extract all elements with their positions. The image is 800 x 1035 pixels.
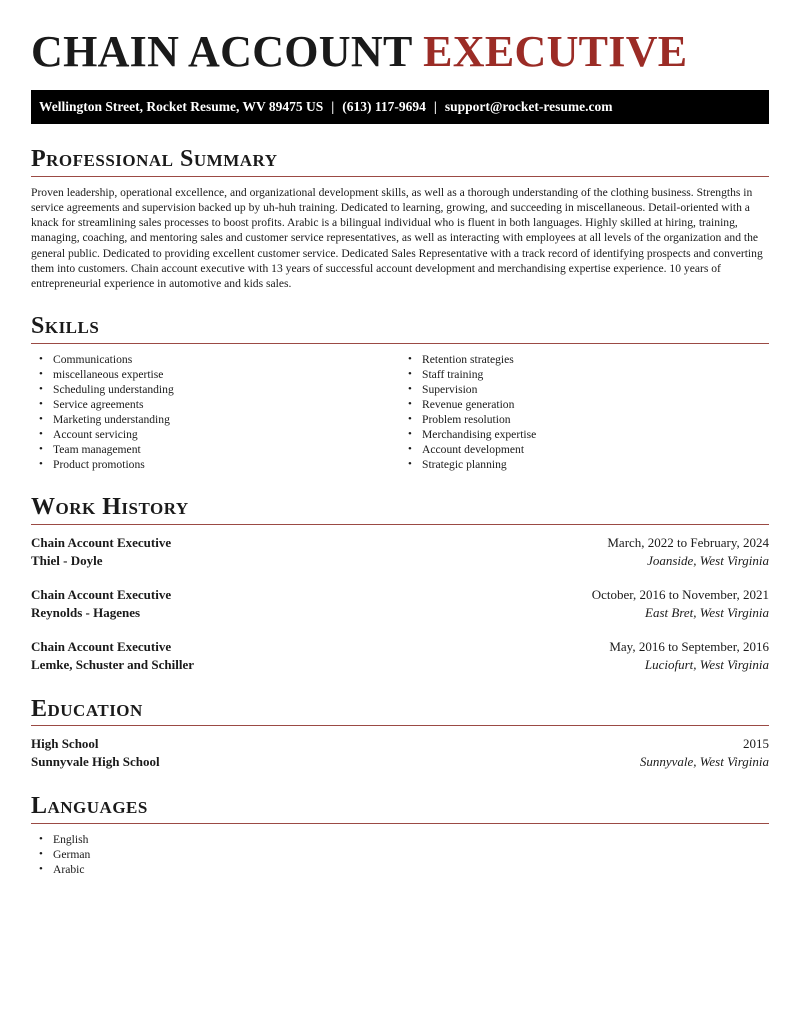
bullet-icon: •	[408, 382, 412, 395]
job-entry	[31, 534, 769, 570]
bullet-icon: •	[408, 397, 412, 410]
language-label: English	[53, 832, 89, 846]
job-location: East Bret, West Virginia	[645, 604, 769, 620]
job-entry	[31, 586, 769, 622]
skill-label: Product promotions	[53, 458, 145, 472]
skill-item	[408, 367, 769, 382]
skill-item	[39, 397, 400, 412]
skill-item	[39, 367, 400, 382]
languages-list	[31, 832, 769, 877]
bullet-icon: •	[39, 458, 43, 471]
contact-email: support@rocket-resume.com	[444, 99, 613, 115]
language-item	[39, 862, 769, 877]
job-dates: March, 2022 to February, 2024	[607, 534, 769, 550]
languages-heading: Languages	[31, 793, 769, 823]
skill-item	[39, 427, 400, 442]
skill-item	[408, 457, 769, 472]
skill-item	[408, 397, 769, 412]
education-year: 2015	[743, 736, 769, 752]
bullet-icon: •	[408, 352, 412, 365]
skill-item	[408, 382, 769, 397]
work-history-heading: Work History	[31, 494, 769, 524]
skill-label: Communications	[53, 352, 133, 366]
summary-heading: Professional Summary	[31, 146, 769, 176]
skill-label: miscellaneous expertise	[53, 367, 164, 381]
language-label: Arabic	[53, 862, 85, 876]
skill-label: Account servicing	[53, 428, 138, 442]
job-company: Reynolds - Hagenes	[31, 604, 141, 620]
job-company: Thiel - Doyle	[31, 552, 103, 568]
skill-item	[39, 412, 400, 427]
bullet-icon: •	[39, 382, 43, 395]
skill-item	[39, 382, 400, 397]
education-location: Sunnyvale, West Virginia	[639, 754, 769, 770]
job-role: Chain Account Executive	[31, 586, 172, 602]
contact-bar	[31, 90, 769, 124]
skill-label: Strategic planning	[422, 458, 507, 472]
bullet-icon: •	[408, 443, 412, 456]
bullet-icon: •	[408, 458, 412, 471]
skill-label: Revenue generation	[422, 397, 515, 411]
job-dates: May, 2016 to September, 2016	[609, 638, 769, 654]
bullet-icon: •	[39, 412, 43, 425]
skill-label: Scheduling understanding	[53, 382, 174, 396]
contact-phone: (613) 117-9694	[342, 99, 426, 115]
job-location: Luciofurt, West Virginia	[644, 656, 769, 672]
job-company: Lemke, Schuster and Schiller	[31, 656, 194, 672]
contact-separator: |	[331, 99, 335, 115]
bullet-icon: •	[39, 832, 43, 845]
bullet-icon: •	[39, 847, 43, 860]
bullet-icon: •	[39, 397, 43, 410]
skill-item	[39, 442, 400, 457]
skill-label: Service agreements	[53, 397, 144, 411]
bullet-icon: •	[39, 862, 43, 875]
summary-text: Proven leadership, operational excellence, and organizational development skills, as well as a thorough understanding of the clothing business. Strengths in service agreements and supervision backed up by uh-huh training. Dedicated to learning, growing, and succeeding in miscellaneous. Detail-oriented with a knack for streamlining sales processes to boost profits. Arabic is a bilingual individual who is fluent in both languages. Highly skilled at hiring, training, managing, coaching, and mentoring sales and customer service representatives, as well as interacting with employees at all levels of the organization and the general public. Dedicated to providing excellent customer service. Dedicated Sales Representative with a track record of identifying prospects and converting them into customers. Chain account executive with 13 years of successful account development and merchandising expertise experience. 10 years of entrepreneurial experience in automotive and kids sales.	[31, 185, 763, 290]
education-heading: Education	[31, 696, 769, 726]
language-item	[39, 832, 769, 847]
job-dates: October, 2016 to November, 2021	[591, 586, 769, 602]
education-degree: High School	[31, 736, 99, 752]
skill-item	[408, 352, 769, 367]
job-role: Chain Account Executive	[31, 638, 172, 654]
job-location: Joanside, West Virginia	[647, 552, 769, 568]
contact-separator: |	[433, 99, 437, 115]
skill-item	[39, 352, 400, 367]
name-last: EXECUTIVE	[423, 27, 688, 76]
job-entry	[31, 638, 769, 674]
education-school: Sunnyvale High School	[31, 754, 160, 770]
skill-item	[408, 412, 769, 427]
job-role: Chain Account Executive	[31, 534, 172, 550]
skill-label: Merchandising expertise	[422, 428, 537, 442]
language-label: German	[53, 847, 91, 861]
skills-column-right	[400, 352, 769, 473]
education-entry	[31, 735, 769, 771]
bullet-icon: •	[39, 428, 43, 441]
skills-column-left	[31, 352, 400, 473]
skill-label: Staff training	[422, 367, 484, 381]
skill-item	[408, 427, 769, 442]
bullet-icon: •	[39, 352, 43, 365]
skill-label: Problem resolution	[422, 412, 511, 426]
bullet-icon: •	[408, 367, 412, 380]
skill-label: Account development	[422, 443, 525, 457]
name-first: CHAIN ACCOUNT	[31, 27, 412, 76]
skill-label: Team management	[53, 443, 141, 457]
language-item	[39, 847, 769, 862]
skills-list	[31, 352, 769, 473]
skill-item	[408, 442, 769, 457]
bullet-icon: •	[39, 443, 43, 456]
candidate-name	[31, 28, 769, 76]
bullet-icon: •	[408, 428, 412, 441]
skill-label: Retention strategies	[422, 352, 514, 366]
bullet-icon: •	[408, 412, 412, 425]
skill-label: Marketing understanding	[53, 412, 170, 426]
contact-address: Wellington Street, Rocket Resume, WV 89475 US	[39, 99, 324, 115]
skill-item	[39, 457, 400, 472]
skill-label: Supervision	[422, 382, 478, 396]
skills-heading: Skills	[31, 313, 769, 343]
bullet-icon: •	[39, 367, 43, 380]
